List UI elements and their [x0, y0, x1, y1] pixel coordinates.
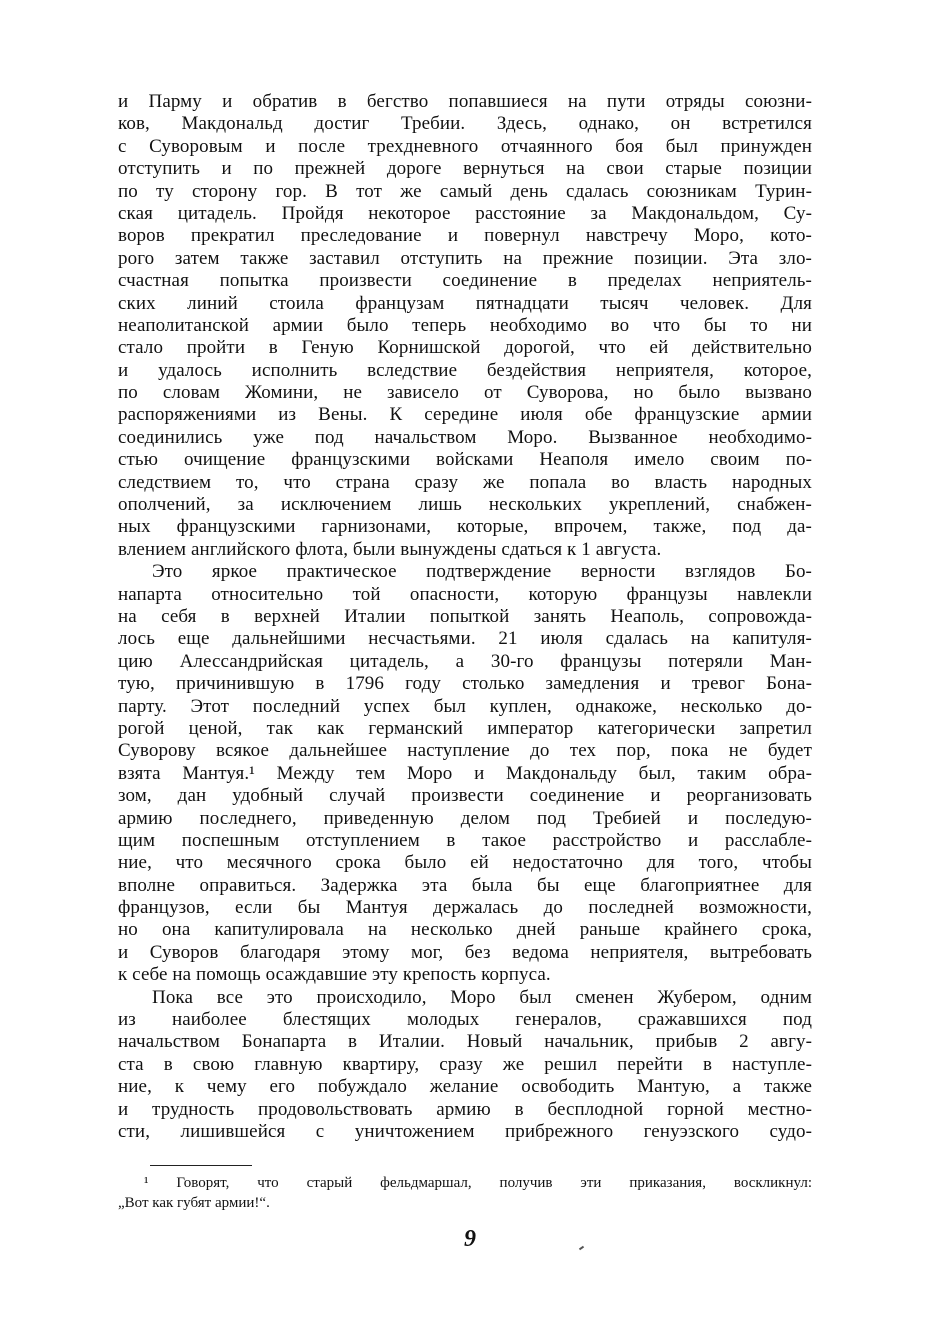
- print-speck: [579, 1246, 584, 1251]
- text-line: стало пройти в Геную Корнишской дорогой, что ей действительно: [118, 337, 812, 359]
- text-line: влением английского флота, были вынуждены сдаться к 1 августа.: [118, 538, 662, 560]
- text-line: Это яркое практическое подтверждение верности взглядов Бо-: [152, 561, 812, 583]
- footnote: [118, 1173, 812, 1213]
- text-line: но она капитулировала на несколько дней раньше крайнего срока,: [118, 919, 812, 941]
- text-line: ков, Макдональд достиг Требии. Здесь, однако, он встретился: [118, 113, 812, 135]
- footnote-divider: [150, 1165, 252, 1166]
- text-line: тую, причинившую в 1796 году столько замедления и тревог Бона-: [118, 673, 812, 695]
- paragraph-3: [118, 987, 812, 1144]
- text-line: ста в свою главную квартиру, сразу же решил перейти в наступле-: [118, 1053, 812, 1075]
- text-line: сти, лишившейся с уничтожением прибрежного генуэзского судо-: [118, 1120, 812, 1142]
- text-line: по словам Жомини, не зависело от Суворова, но было вызвано: [118, 382, 812, 404]
- text-line: начальством Бонапарта в Италии. Новый начальник, прибыв 2 авгу-: [118, 1031, 812, 1053]
- text-line: ние, что месячного срока было ей недостаточно для того, чтобы: [118, 852, 812, 874]
- text-line: ных французскими гарнизонами, которые, впрочем, также, под да-: [118, 516, 812, 538]
- page-number: 9: [464, 1226, 476, 1252]
- text-line: ние, к чему его побуждало желание освободить Мантую, а также: [118, 1076, 812, 1098]
- text-line: счастная попытка произвести соединение в пределах неприятель-: [118, 270, 812, 292]
- text-line: вполне оправиться. Задержка эта была бы еще благоприятнее для: [118, 874, 812, 896]
- text-line: армию последнего, приведенную делом под Требией и последую-: [118, 807, 812, 829]
- text-line: на себя в верхней Италии попыткой занять Неаполь, сопровожда-: [118, 605, 812, 627]
- main-text: [118, 91, 812, 1143]
- text-line: цию Алессандрийская цитадель, а 30-го французы потеряли Ман-: [118, 650, 812, 672]
- text-line: рогой ценой, так как германский император категорически запретил: [118, 717, 812, 739]
- text-line: и Парму и обратив в бегство попавшиеся на пути отряды союзни-: [118, 91, 812, 112]
- text-line: ополчений, за исключением лишь нескольких укреплений, снабжен-: [118, 494, 812, 516]
- text-line: и удалось исполнить вследствие бездействия неприятеля, которое,: [118, 359, 812, 381]
- text-line: неаполитанской армии было теперь необходимо во что бы то ни: [118, 314, 812, 336]
- text-line: к себе на помощь осаждавшие эту крепость корпуса.: [118, 964, 551, 986]
- text-line: ская цитадель. Пройдя некоторое расстояние за Макдональдом, Су-: [118, 202, 812, 224]
- text-line: французов, если бы Мантуя держалась до последней возможности,: [118, 897, 812, 919]
- text-line: рого затем также заставил отступить на прежние позиции. Эта зло-: [118, 247, 812, 269]
- text-line: по ту сторону гор. В тот же самый день сдалась союзникам Турин-: [118, 180, 812, 202]
- text-line: парту. Этот последний успех был куплен, однакоже, несколько до-: [118, 695, 812, 717]
- text-line: щим поспешным отступлением в такое расстройство и расслабле-: [118, 829, 812, 851]
- text-line: зом, дан удобный случай произвести соединение и реорганизовать: [118, 785, 812, 807]
- text-line: воров прекратил преследование и повернул навстречу Моро, кото-: [118, 225, 812, 247]
- text-line: напарта относительно той опасности, которую французы навлекли: [118, 583, 812, 605]
- text-line: и Суворов благодаря этому мог, без ведома неприятеля, вытребовать: [118, 941, 812, 963]
- text-line: Суворову всякое дальнейшее наступление до тех пор, пока не будет: [118, 740, 812, 762]
- text-line: и трудность продовольствовать армию в бесплодной горной местно-: [118, 1098, 812, 1120]
- footnote-line: ¹ Говорят, что старый фельдмаршал, получив эти приказания, воскликнул:: [144, 1175, 812, 1191]
- paragraph-1: [118, 91, 812, 561]
- text-line: стью очищение французскими войсками Неаполя имело своим по-: [118, 449, 812, 471]
- text-line: распоряжениями из Вены. К середине июля обе французские армии: [118, 404, 812, 426]
- text-line-with-footnote-ref: взята Мантуя.¹ Между тем Моро и Макдональду был, таким обра-: [118, 762, 812, 784]
- text-line: соединились уже под начальством Моро. Вызванное необходимо-: [118, 426, 812, 448]
- text-line: с Суворовым и после трехдневного отчаянного боя был принужден: [118, 135, 812, 157]
- text-line: Пока все это происходило, Моро был сменен Жубером, одним: [152, 986, 812, 1008]
- text-line: лось еще дальнейшими несчастьями. 21 июля сдалась на капитуля-: [118, 628, 812, 650]
- text-line: отступить и по прежней дороге вернуться на свои старые позиции: [118, 158, 812, 180]
- paragraph-2: [118, 561, 812, 986]
- footnote-line: „Вот как губят армии!“.: [118, 1195, 270, 1211]
- text-line: ских линий стоила французам пятнадцати тысяч человек. Для: [118, 292, 812, 314]
- text-line: следствием то, что страна сразу же попала во власть народных: [118, 471, 812, 493]
- text-line: из наиболее блестящих молодых генералов, сражавшихся под: [118, 1009, 812, 1031]
